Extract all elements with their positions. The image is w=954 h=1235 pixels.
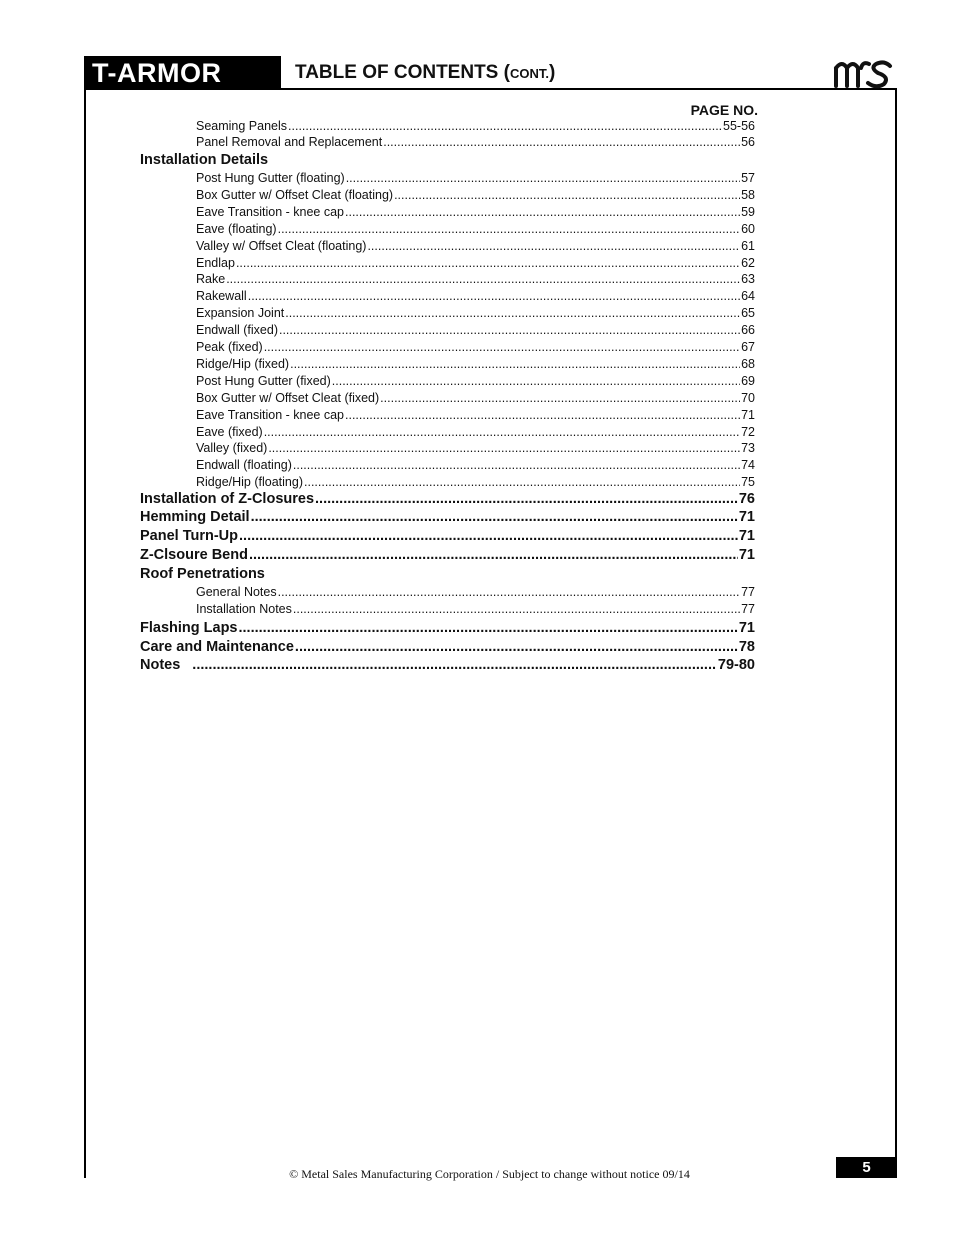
toc-entry-page: 71 <box>741 407 755 422</box>
toc-entry-page: 61 <box>741 238 755 253</box>
toc-entry-label: Expansion Joint <box>196 306 285 321</box>
dot-leader <box>278 584 740 601</box>
dot-leader <box>304 474 740 491</box>
toc-entry-label: Notes <box>140 657 181 673</box>
toc-entry-label: Endwall (floating) <box>196 458 292 473</box>
toc-entry[interactable] <box>196 601 755 618</box>
dot-leader <box>236 255 740 272</box>
toc-entry-label: Z-Clsoure Bend <box>140 547 248 563</box>
toc-entry-label: Panel Turn-Up <box>140 528 239 544</box>
page-frame-right <box>895 88 897 1178</box>
toc-entry[interactable] <box>196 271 755 288</box>
toc-entry-page: 73 <box>741 441 755 456</box>
dot-leader <box>293 457 740 474</box>
toc-entry-label: Ridge/Hip (fixed) <box>196 356 290 371</box>
toc-entry-label: Box Gutter w/ Offset Cleat (fixed) <box>196 390 380 405</box>
toc-entry-label: Rake <box>196 272 226 287</box>
toc-entry-label: Eave Transition - knee cap <box>196 204 344 219</box>
toc-entry[interactable] <box>196 339 755 356</box>
toc-entry[interactable] <box>196 238 755 255</box>
toc-entry[interactable] <box>196 356 755 373</box>
toc-entry-label: Post Hung Gutter (fixed) <box>196 373 331 388</box>
dot-leader <box>345 407 740 424</box>
toc-entry-label: Panel Removal and Replacement <box>196 135 383 149</box>
toc-entry-page: 64 <box>741 289 755 304</box>
dot-leader <box>239 527 738 546</box>
toc-entry-page: 76 <box>738 491 755 507</box>
toc-entry-label: Valley w/ Offset Cleat (floating) <box>196 238 367 253</box>
dot-leader <box>295 638 738 657</box>
toc-entry-page: 57 <box>741 171 755 185</box>
toc-entry-label: Installation of Z-Closures <box>140 491 315 507</box>
toc-section-heading: Roof Penetrations <box>140 566 265 582</box>
toc-entry-label: Flashing Laps <box>140 620 238 636</box>
dot-leader <box>290 356 740 373</box>
toc-entry[interactable] <box>196 390 755 407</box>
toc-entry-label: General Notes <box>196 585 277 599</box>
footer-copyright: © Metal Sales Manufacturing Corporation / Subject to change without notice 09/14 <box>289 1167 690 1181</box>
dot-leader <box>278 221 740 238</box>
toc-entry-page: 68 <box>741 356 755 371</box>
toc-entry-label: Hemming Detail <box>140 509 250 525</box>
page-frame-left <box>84 88 86 1178</box>
toc-entry-label: Eave Transition - knee cap <box>196 407 344 422</box>
dot-leader <box>293 601 740 618</box>
toc-entry-label: Peak (fixed) <box>196 340 263 354</box>
dot-leader <box>380 390 740 407</box>
toc-entry[interactable] <box>140 546 755 565</box>
dot-leader <box>346 170 740 187</box>
toc-entry-page: 66 <box>741 323 755 338</box>
toc-entry-page: 60 <box>741 221 755 236</box>
page-number-badge: 5 <box>836 1157 897 1178</box>
toc-entry[interactable] <box>196 187 755 204</box>
toc-entry[interactable] <box>196 322 755 339</box>
dot-leader <box>264 424 740 441</box>
toc-entry-page: 70 <box>741 390 755 405</box>
toc-entry-label: Rakewall <box>196 289 247 304</box>
dot-leader <box>394 187 740 204</box>
toc-entry[interactable] <box>140 619 755 638</box>
toc-entry[interactable] <box>196 457 755 474</box>
toc-entry-label: Endwall (fixed) <box>196 323 278 338</box>
dot-leader <box>383 134 740 151</box>
toc-entry-page: 72 <box>741 424 755 439</box>
page-title <box>295 61 555 86</box>
toc-entry[interactable] <box>196 221 755 238</box>
dot-leader <box>345 204 740 221</box>
title-main: TABLE OF CONTENTS ( <box>295 62 510 83</box>
toc-entry[interactable] <box>196 305 755 322</box>
toc-entry-label: Eave (fixed) <box>196 424 263 439</box>
toc-entry[interactable] <box>196 204 755 221</box>
toc-entry[interactable] <box>140 656 755 675</box>
toc-entry-page: 71 <box>738 509 755 525</box>
toc-entry[interactable] <box>196 134 755 151</box>
dot-leader <box>268 440 740 457</box>
toc-entry-label: Post Hung Gutter (floating) <box>196 171 345 185</box>
dot-leader <box>239 619 738 638</box>
toc-entry-label: Box Gutter w/ Offset Cleat (floating) <box>196 187 394 202</box>
toc-entry[interactable] <box>196 288 755 305</box>
toc-entry[interactable] <box>196 170 755 187</box>
toc-entry-page: 62 <box>741 255 755 270</box>
toc-entry-label: Care and Maintenance <box>140 639 294 655</box>
dot-leader <box>192 656 717 675</box>
toc-entry-page: 59 <box>741 204 755 219</box>
dot-leader <box>249 546 738 565</box>
title-end: ) <box>548 62 556 83</box>
page-number-column-header: PAGE NO. <box>690 102 758 118</box>
toc-entry[interactable] <box>140 638 755 657</box>
toc-entry[interactable] <box>196 255 755 272</box>
toc-entry-page: 56 <box>741 135 755 149</box>
toc-entry-page: 63 <box>741 272 755 287</box>
dot-leader <box>285 305 740 322</box>
toc-entry-page: 79-80 <box>717 657 755 673</box>
toc-entry-label: Eave (floating) <box>196 221 277 236</box>
dot-leader <box>248 288 740 305</box>
toc-entry-label: Seaming Panels <box>196 119 288 133</box>
title-small-caps: CONT. <box>509 66 549 81</box>
dot-leader <box>226 271 740 288</box>
dot-leader <box>279 322 740 339</box>
toc-entry-page: 65 <box>741 306 755 321</box>
dot-leader <box>367 238 740 255</box>
dot-leader <box>332 373 740 390</box>
product-brand-label: T-ARMOR <box>84 56 281 90</box>
toc-entry-page: 71 <box>738 528 755 544</box>
toc-entry[interactable] <box>196 440 755 457</box>
metal-sales-ms-logo-icon <box>832 56 900 90</box>
toc-entry[interactable] <box>196 407 755 424</box>
toc-entry-page: 69 <box>741 373 755 388</box>
toc-entry[interactable] <box>140 527 755 546</box>
toc-entry[interactable] <box>140 508 755 527</box>
toc-entry-page: 77 <box>741 585 755 599</box>
toc-entry[interactable] <box>140 490 755 509</box>
toc-entry-page: 71 <box>738 620 755 636</box>
dot-leader <box>315 490 738 509</box>
dot-leader <box>251 508 738 527</box>
toc-entry-label: Installation Notes <box>196 602 292 616</box>
toc-entry-label: Endlap <box>196 255 235 270</box>
toc-entry[interactable] <box>196 424 755 441</box>
toc-entry-page: 78 <box>738 639 755 655</box>
toc-entry[interactable] <box>196 584 755 601</box>
toc-entry-page: 71 <box>738 547 755 563</box>
toc-entry-page: 74 <box>741 458 755 473</box>
toc-entry-page: 75 <box>741 475 755 490</box>
dot-leader <box>264 339 740 356</box>
toc-entry-page: 77 <box>741 602 755 616</box>
toc-entry-label: Ridge/Hip (floating) <box>196 475 303 490</box>
toc-entry[interactable] <box>196 474 755 491</box>
toc-entry-page: 55-56 <box>723 119 755 133</box>
toc-entry[interactable] <box>196 373 755 390</box>
dot-leader <box>288 118 722 135</box>
toc-entry[interactable] <box>196 118 755 135</box>
toc-entry-label: Valley (fixed) <box>196 441 268 456</box>
toc-entry-page: 67 <box>741 340 755 354</box>
toc-entry-page: 58 <box>741 187 755 202</box>
toc-section-heading: Installation Details <box>140 152 269 168</box>
